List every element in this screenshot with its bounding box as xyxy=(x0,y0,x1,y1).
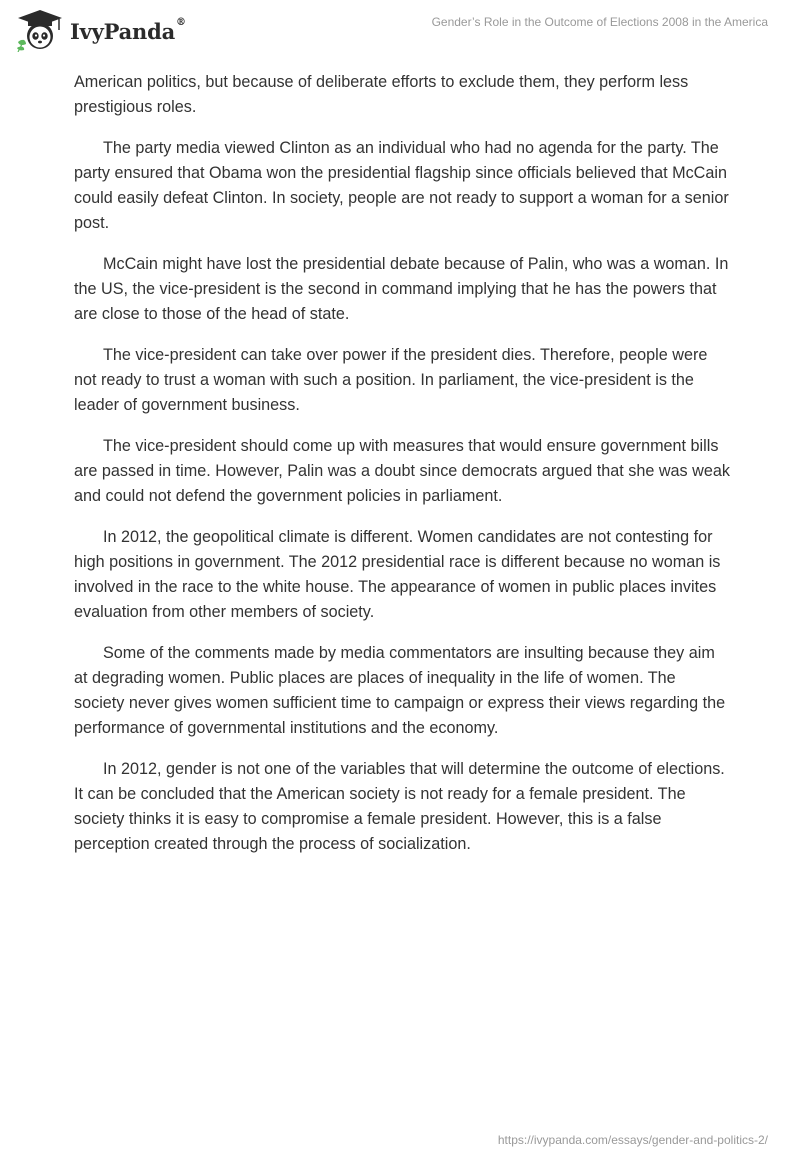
paragraph: In 2012, gender is not one of the variables that will determine the outcome of elections. It can be concluded that the American society is not ready for a female president. The society thinks it is easy to compromise a female president. However, this is a false perception created through the process of socialization. xyxy=(74,760,725,853)
paragraph: Some of the comments made by media commentators are insulting because they aim at degrading women. Public places are places of inequality in the life of women. The society never gives women sufficient time to campaign or express their views regarding the performance of governmental institutions and the economy. xyxy=(74,644,726,737)
registered-mark: ® xyxy=(176,16,186,28)
paragraph: In 2012, the geopolitical climate is different. Women candidates are not contesting for high positions in government. The 2012 presidential race is different because no woman is involved in the race to the white house. The appearance of women in public places invites evaluation from other members of society. xyxy=(74,528,721,621)
brand-logo[interactable] xyxy=(14,8,186,52)
brand-name: IvyPanda® xyxy=(70,16,186,44)
paragraph: The party media viewed Clinton as an individual who had no agenda for the party. The party ensured that Obama won the presidential flagship since officials believed that McCain could easily defeat Clinton. In society, people are not ready to support a woman for a senior post. xyxy=(74,139,729,232)
source-url-link[interactable]: https://ivypanda.com/essays/gender-and-politics-2/ xyxy=(497,1133,768,1147)
essay-body xyxy=(74,70,730,873)
paragraph: The vice-president should come up with measures that would ensure government bills are passed in time. However, Palin was a doubt since democrats argued that she was weak and could not defend the government policies in parliament. xyxy=(74,437,730,505)
document-title: Gender’s Role in the Outcome of Elections 2008 in the America xyxy=(431,15,768,29)
paragraph: McCain might have lost the presidential debate because of Palin, who was a woman. In the US, the vice-president is the second in command implying that he has the powers that are close to those of the head of state. xyxy=(74,255,729,323)
page-header xyxy=(0,0,800,60)
ivypanda-logo-icon xyxy=(14,8,66,52)
paragraph: The vice-president can take over power if the president dies. Therefore, people were not ready to trust a woman with such a position. In parliament, the vice-president is the leader of government business. xyxy=(74,346,708,414)
paragraph-continued: American politics, but because of deliberate efforts to exclude them, they perform less prestigious roles. xyxy=(74,73,689,116)
